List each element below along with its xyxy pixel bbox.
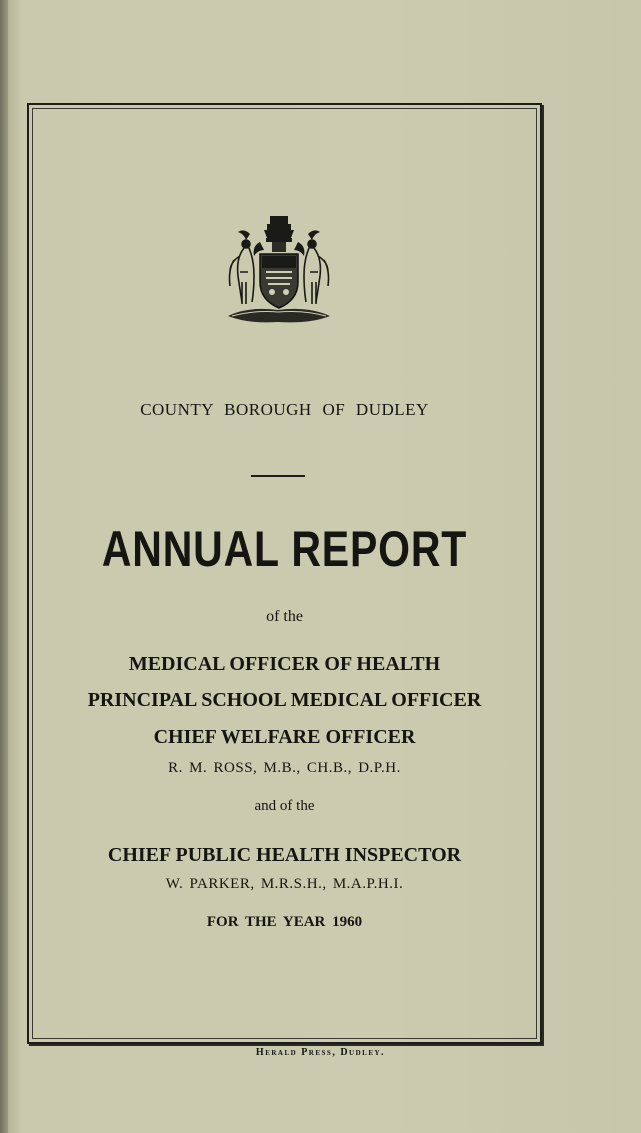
inspector-title: CHIEF PUBLIC HEALTH INSPECTOR: [107, 844, 462, 866]
report-year: FOR THE YEAR 1960: [206, 914, 363, 930]
inspector-name: W. PARKER, M.R.S.H., M.A.P.H.I.: [165, 876, 404, 892]
report-title: ANNUAL REPORT: [101, 521, 468, 577]
book-spine-edge: [0, 0, 8, 1133]
officer-title-school: PRINCIPAL SCHOOL MEDICAL OFFICER: [87, 689, 482, 711]
officer-title-medical: MEDICAL OFFICER OF HEALTH: [128, 653, 441, 675]
divider-rule: [251, 475, 305, 477]
of-the-text: of the: [266, 608, 303, 625]
officer-name: R. M. ROSS, M.B., CH.B., D.P.H.: [168, 760, 401, 776]
officer-title-welfare: CHIEF WELFARE OFFICER: [153, 726, 416, 748]
and-of-the-text: and of the: [254, 798, 315, 814]
printer-imprint: Herald Press, Dudley.: [255, 1047, 386, 1058]
borough-name: COUNTY BOROUGH OF DUDLEY: [140, 400, 429, 419]
coat-of-arms-icon: [220, 212, 338, 330]
